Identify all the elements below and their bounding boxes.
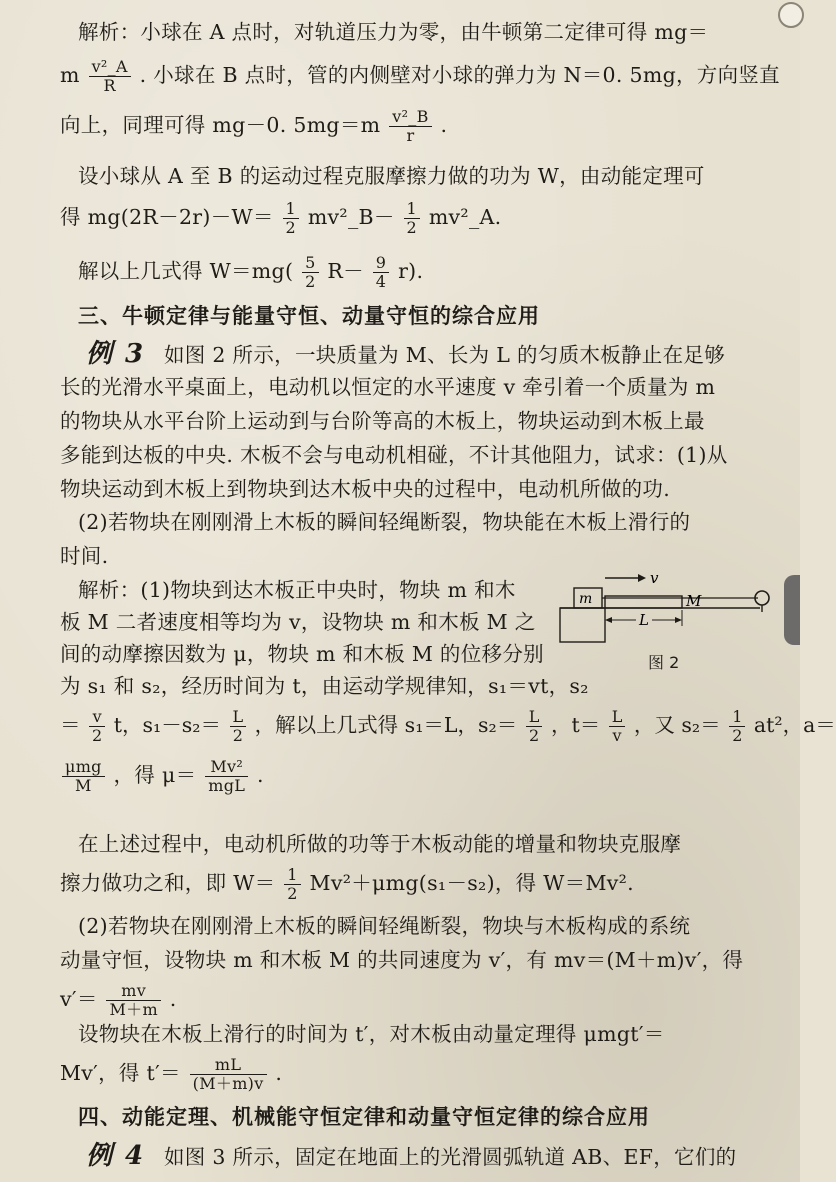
dimension-arrow-left <box>605 617 612 623</box>
fraction-vA2-over-R <box>89 58 131 95</box>
text: Mv′，得 t′＝ <box>60 1061 181 1085</box>
fraction-nine-quarters <box>373 254 389 291</box>
numerator: mL <box>190 1056 267 1075</box>
numerator: mv <box>106 982 160 1001</box>
denominator: 2 <box>287 884 298 903</box>
fraction-mL-over-Mmv <box>190 1056 267 1093</box>
fraction-Mv2-over-mgL <box>205 758 248 795</box>
fraction-one-half <box>283 200 299 237</box>
step-platform <box>560 608 605 642</box>
solution-3-line-6 <box>60 758 772 795</box>
example-4-line-1 <box>86 1142 772 1171</box>
denominator: 2 <box>529 726 540 745</box>
solution-line-1 <box>78 18 772 46</box>
solution-3-line-3 <box>60 640 570 668</box>
numerator: v²_A <box>89 58 131 77</box>
text: r). <box>398 259 424 283</box>
numerator: v <box>89 708 105 727</box>
denominator: R <box>103 76 116 95</box>
text: 如图 3 所示，固定在地面上的光滑圆弧轨道 AB、EF，它们的 <box>163 1145 737 1169</box>
example-3-line-6 <box>78 508 772 536</box>
denominator: 2 <box>406 218 417 237</box>
example-3-line-2 <box>60 373 772 401</box>
text: 得 mg(2R－2r)－W＝ <box>60 205 274 229</box>
solution-3-line-2 <box>60 608 570 636</box>
page-edge-tab[interactable] <box>784 575 800 645</box>
text: 解以上几式得 W＝mg( <box>78 259 294 283</box>
fraction-one-half <box>729 708 745 745</box>
numerator: 1 <box>284 866 300 885</box>
text: . <box>440 113 448 137</box>
fraction-umg-over-M <box>62 758 105 795</box>
fraction-vB2-over-r <box>389 108 431 145</box>
example-3-line-4 <box>60 441 772 469</box>
denominator: 2 <box>305 272 316 291</box>
text: . <box>257 763 264 787</box>
solution-line-6 <box>78 254 772 291</box>
text: mv²_A. <box>428 205 502 229</box>
text: . 小球在 B 点时，管的内侧壁对小球的弹力为 N＝0. 5mg，方向竖直 <box>139 63 780 87</box>
solution-3-line-11 <box>60 982 772 1019</box>
text: 如图 2 所示，一块质量为 M、长为 L 的匀质木板静止在足够 <box>163 343 726 367</box>
velocity-label: v <box>650 569 659 587</box>
text: 设物块在木板上滑行的时间为 t′，对木板由动量定理得 μmgt′＝ <box>78 1022 665 1046</box>
example-3-mark: 例 3 <box>86 339 146 369</box>
text: m <box>60 63 80 87</box>
numerator: L <box>526 708 543 727</box>
solution-3-line-9 <box>78 912 772 940</box>
velocity-arrowhead <box>638 574 646 582</box>
figure-2-caption: 图 2 <box>648 653 680 672</box>
block-label: m <box>579 591 593 607</box>
numerator: 9 <box>373 254 389 273</box>
text: ，解以上几式得 s₁＝L，s₂＝ <box>254 713 518 737</box>
solution-3-line-13 <box>60 1056 772 1093</box>
numerator: 1 <box>283 200 299 219</box>
solution-line-5 <box>60 200 772 237</box>
section-heading-3: 三、牛顿定律与能量守恒、动量守恒的综合应用 <box>78 304 540 328</box>
corner-ring-mark <box>778 2 804 28</box>
text: 向上，同理可得 mg－0. 5mg＝m <box>60 113 381 137</box>
text: . <box>169 987 177 1011</box>
denominator: r <box>406 126 415 145</box>
text: (2)若物块在刚刚滑上木板的瞬间轻绳断裂，物块能在木板上滑行的 <box>78 510 691 534</box>
denominator: (M＋m)v <box>192 1074 264 1093</box>
numerator: 1 <box>404 200 420 219</box>
text: 解析：小球在 A 点时，对轨道压力为零，由牛顿第二定律可得 mg＝ <box>78 20 709 44</box>
board-label: M <box>686 592 702 610</box>
solution-3-line-1 <box>78 576 570 604</box>
denominator: 2 <box>232 726 243 745</box>
text: ＝ <box>60 713 81 737</box>
fraction-v-over-2 <box>89 708 105 745</box>
fraction-mv-over-M-plus-m <box>106 982 160 1019</box>
section-heading-4: 四、动能定理、机械能守恒定律和动量守恒定律的综合应用 <box>78 1105 650 1129</box>
denominator: 2 <box>285 218 296 237</box>
solution-line-4 <box>78 162 772 190</box>
fraction-L-over-2 <box>230 708 247 745</box>
solution-3-line-10 <box>60 946 772 974</box>
fraction-L-over-v <box>609 708 626 745</box>
numerator: Mv² <box>205 758 248 777</box>
denominator: 4 <box>375 272 387 291</box>
text: (2)若物块在刚刚滑上木板的瞬间轻绳断裂，物块与木板构成的系统 <box>78 914 691 938</box>
numerator: 1 <box>729 708 745 727</box>
text: 长的光滑水平桌面上，电动机以恒定的水平速度 v 牵引着一个质量为 m <box>60 375 716 399</box>
example-4-mark: 例 4 <box>86 1141 146 1171</box>
text: 板 M 二者速度相等均为 v，设物块 m 和木板 M 之 <box>60 610 536 634</box>
fraction-L-over-2 <box>526 708 543 745</box>
text: 解析：(1)物块到达木板正中央时，物块 m 和木 <box>78 578 516 602</box>
text: Mv²＋μmg(s₁－s₂)，得 W＝Mv². <box>309 871 634 895</box>
text: . <box>275 1061 283 1085</box>
text: ，又 s₂＝ <box>633 713 721 737</box>
text: mv²_B－ <box>307 205 395 229</box>
text: ，t＝ <box>550 713 601 737</box>
text: 设小球从 A 至 B 的运动过程克服摩擦力做的功为 W，由动能定理可 <box>78 164 705 188</box>
text: 时间. <box>60 544 109 568</box>
denominator: 2 <box>732 726 743 745</box>
fraction-five-halves <box>302 254 318 291</box>
text: 的物块从水平台阶上运动到与台阶等高的木板上，物块运动到木板上最 <box>60 409 705 433</box>
solution-3-line-7 <box>78 830 772 858</box>
denominator: mgL <box>208 776 246 795</box>
text: t，s₁－s₂＝ <box>113 713 221 737</box>
solution-3-line-12 <box>78 1020 772 1048</box>
text: 动量守恒，设物块 m 和木板 M 的共同速度为 v′，有 mv＝(M＋m)v′，得 <box>60 948 744 972</box>
text: ，得 μ＝ <box>113 763 197 787</box>
denominator: 2 <box>92 726 103 745</box>
dimension-arrow-right <box>675 617 682 623</box>
length-label: L <box>639 611 649 629</box>
text: at²，a＝ <box>753 713 836 737</box>
denominator: M <box>75 776 92 795</box>
denominator: M＋m <box>109 1000 158 1019</box>
numerator: L <box>230 708 247 727</box>
text: R－ <box>327 259 364 283</box>
text: v′＝ <box>60 987 98 1011</box>
example-3-line-7 <box>60 542 772 570</box>
solution-3-line-5 <box>60 707 836 745</box>
text: 为 s₁ 和 s₂，经历时间为 t，由运动学规律知，s₁＝vt，s₂ <box>60 674 589 698</box>
text: 多能到达板的中央. 木板不会与电动机相碰，不计其他阻力，试求：(1)从 <box>60 443 728 467</box>
text: 擦力做功之和，即 W＝ <box>60 871 276 895</box>
solution-line-2 <box>60 57 780 95</box>
text: 间的动摩擦因数为 μ，物块 m 和木板 M 的位移分别 <box>60 642 544 666</box>
denominator: v <box>612 726 622 745</box>
text: 物块运动到木板上到物块到达木板中央的过程中，电动机所做的功. <box>60 477 671 501</box>
solution-3-line-8 <box>60 866 772 903</box>
text: 在上述过程中，电动机所做的功等于木板动能的增量和物块克服摩 <box>78 832 682 856</box>
numerator: μmg <box>62 758 105 777</box>
example-3-line-3 <box>60 407 772 435</box>
example-3-line-5 <box>60 475 772 503</box>
fraction-one-half <box>284 866 300 903</box>
example-3-line-1 <box>86 340 772 369</box>
fraction-one-half <box>404 200 420 237</box>
numerator: 5 <box>302 254 318 273</box>
solution-line-3 <box>60 108 772 145</box>
numerator: v²_B <box>389 108 431 127</box>
numerator: L <box>609 708 626 727</box>
